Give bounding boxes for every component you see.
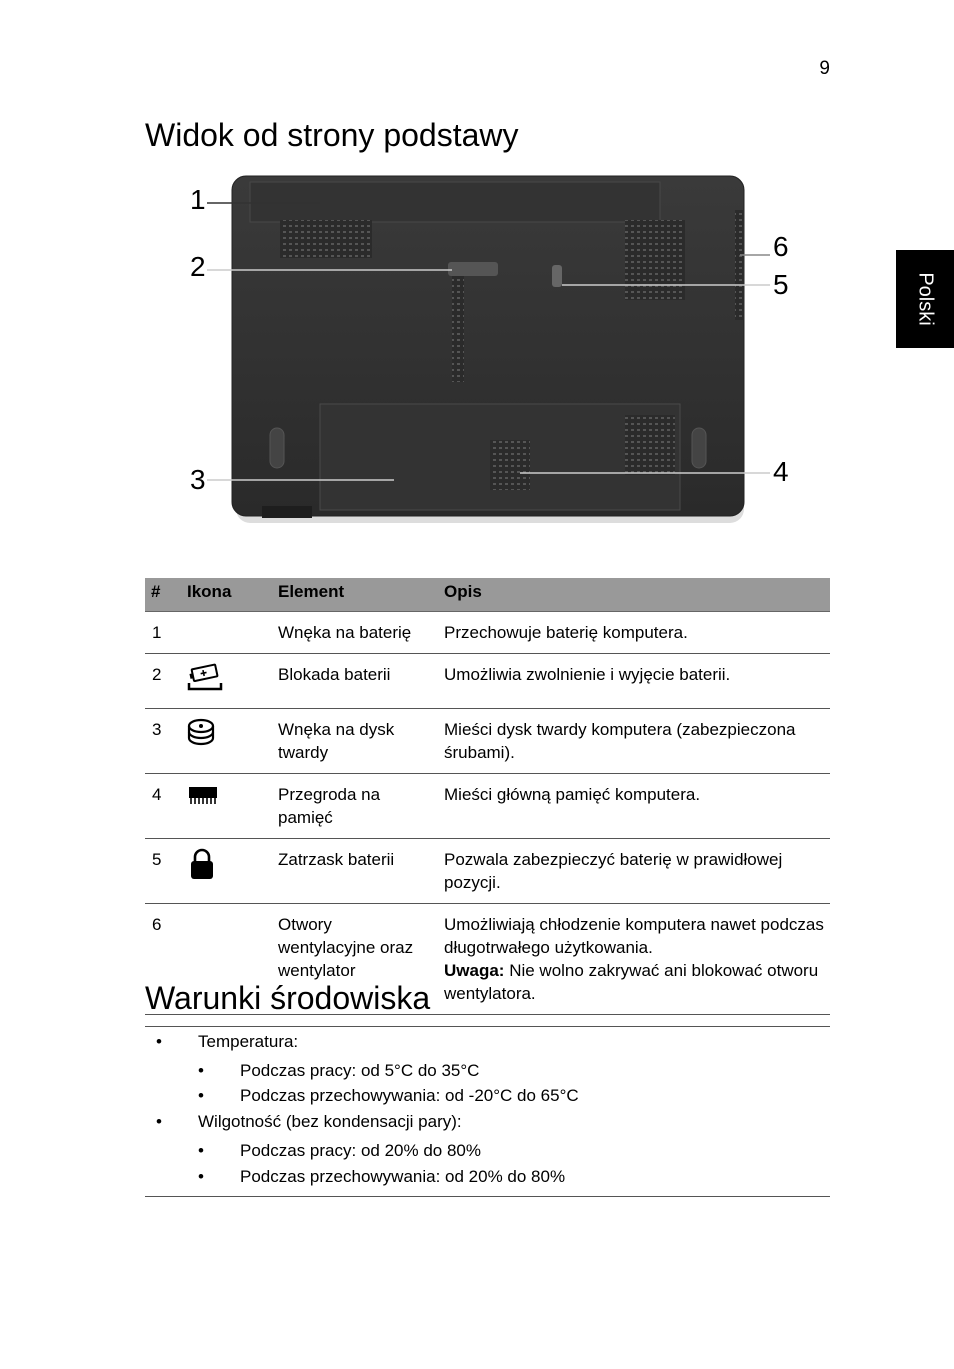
header-description: Opis [438, 578, 830, 612]
memory-icon [187, 783, 219, 813]
list-item: Podczas przechowywania: od 20% do 80% [240, 1167, 566, 1186]
row-element: Wnęka na dysk twardy [272, 709, 438, 774]
list-item: Podczas pracy: od 5°C do 35°C [240, 1061, 480, 1080]
table-row [145, 709, 830, 774]
row-icon-cell [181, 839, 272, 904]
row-element: Otwory wentylacyjne oraz wentylator [272, 904, 438, 1015]
callout-6: 6 [773, 231, 789, 262]
table-row [145, 774, 830, 839]
row-element: Blokada baterii [272, 654, 438, 709]
row-number: 2 [145, 654, 181, 709]
table-row [145, 612, 830, 654]
row-element: Zatrzask baterii [272, 839, 438, 904]
lock-icon [187, 848, 219, 878]
row-number: 5 [145, 839, 181, 904]
row-number: 6 [145, 904, 181, 1015]
table-row [145, 654, 830, 709]
hard-disk-icon [187, 718, 219, 748]
row-description: Umożliwiają chłodzenie komputera nawet podczas długotrwałego użytkowania. [444, 915, 824, 957]
row-icon-cell [181, 654, 272, 709]
callout-1: 1 [190, 184, 206, 215]
bullet: • [198, 1086, 204, 1105]
note-label: Uwaga: [444, 961, 505, 980]
row-number: 1 [145, 612, 181, 654]
row-description-cell [438, 904, 830, 1015]
bullet: • [198, 1167, 204, 1186]
note-text: Nie wolno zakrywać ani blokować otworu wentylatora. [444, 961, 819, 1003]
table-row [145, 839, 830, 904]
table-header-row [145, 578, 830, 612]
parts-table [145, 578, 830, 1015]
header-number: # [145, 578, 181, 612]
row-number: 4 [145, 774, 181, 839]
battery-release-icon [187, 663, 219, 693]
laptop-base-illustration [180, 170, 800, 540]
bullet: • [198, 1061, 204, 1080]
row-description: Mieści główną pamięć komputera. [438, 774, 830, 839]
bullet: • [156, 1032, 162, 1051]
row-element: Przegroda na pamięć [272, 774, 438, 839]
row-number: 3 [145, 709, 181, 774]
list-item-humidity: Wilgotność (bez kondensacji pary): [198, 1112, 462, 1131]
row-icon-cell [181, 774, 272, 839]
list-item-temperature: Temperatura: [198, 1032, 299, 1051]
laptop-base-figure [180, 170, 800, 540]
row-icon-cell [181, 612, 272, 654]
callout-4: 4 [773, 456, 789, 487]
row-icon-cell [181, 709, 272, 774]
header-element: Element [272, 578, 438, 612]
language-tab [896, 250, 954, 348]
section-title-base-view: Widok od strony podstawy [145, 117, 519, 153]
list-item: Podczas przechowywania: od -20°C do 65°C [240, 1086, 579, 1105]
list-item: Podczas pracy: od 20% do 80% [240, 1141, 481, 1160]
callout-3: 3 [190, 464, 206, 495]
page-number: 9 [819, 58, 830, 79]
callout-2: 2 [190, 251, 206, 282]
row-description: Mieści dysk twardy komputera (zabezpieczona śrubami). [438, 709, 830, 774]
row-description: Pozwala zabezpieczyć baterię w prawidłowej pozycji. [438, 839, 830, 904]
language-tab-label: Polski [914, 272, 937, 326]
header-icon: Ikona [181, 578, 272, 612]
bullet: • [156, 1112, 162, 1131]
callout-5: 5 [773, 269, 789, 300]
section-title-environment: Warunki środowiska [145, 980, 431, 1016]
row-description: Przechowuje baterię komputera. [438, 612, 830, 654]
bullet: • [198, 1141, 204, 1160]
row-element: Wnęka na baterię [272, 612, 438, 654]
row-description: Umożliwia zwolnienie i wyjęcie baterii. [438, 654, 830, 709]
environment-list [145, 1026, 830, 1197]
